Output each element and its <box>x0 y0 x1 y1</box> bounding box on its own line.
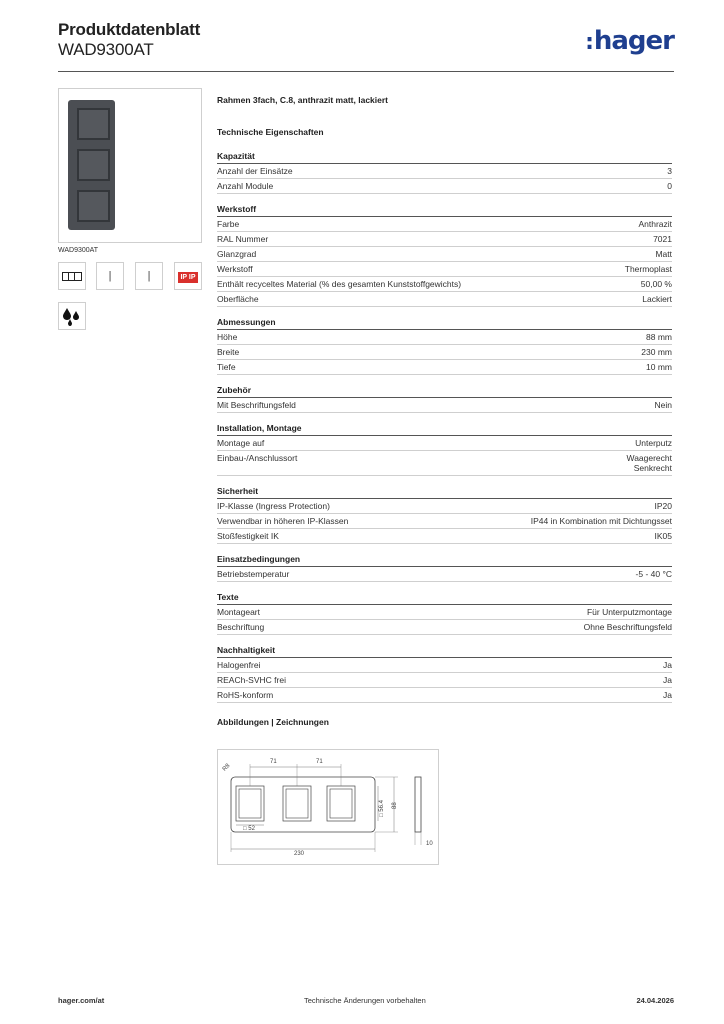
technical-drawing <box>217 749 439 865</box>
spec-value: Ja <box>663 675 672 685</box>
spec-row <box>217 514 672 529</box>
spec-row <box>217 179 672 194</box>
spec-row <box>217 345 672 360</box>
spec-value: IP20 <box>654 501 672 511</box>
spec-section <box>217 204 672 307</box>
dim-opening: □ 52 <box>243 826 255 832</box>
spec-value: Thermoplast <box>624 264 672 274</box>
spec-label: Oberfläche <box>217 294 259 304</box>
section-title: Kapazität <box>217 151 672 164</box>
spec-value: Nein <box>654 400 672 410</box>
spec-section <box>217 385 672 413</box>
spec-row <box>217 620 672 635</box>
spec-label: Montage auf <box>217 438 265 448</box>
spec-row <box>217 262 672 277</box>
specs-column <box>217 95 672 727</box>
feature-icons <box>58 262 200 342</box>
triple-frame-icon <box>58 262 86 290</box>
spec-label: Verwendbar in höheren IP-Klassen <box>217 516 349 526</box>
spec-row <box>217 217 672 232</box>
spec-label: Mit Beschriftungsfeld <box>217 400 296 410</box>
spec-value: Matt <box>655 249 672 259</box>
spec-row <box>217 451 672 476</box>
frame-illustration <box>68 100 115 230</box>
spec-label: IP-Klasse (Ingress Protection) <box>217 501 330 511</box>
header-divider <box>58 71 674 72</box>
logo-text: hager <box>593 26 674 56</box>
spec-row <box>217 330 672 345</box>
spec-label: Einbau-/Anschlussort <box>217 453 298 463</box>
dim-depth: 10 <box>426 841 433 847</box>
spec-value: 0 <box>667 181 672 191</box>
spec-label: Stoßfestigkeit IK <box>217 531 279 541</box>
vertical-mount-icon: | <box>96 262 124 290</box>
spec-section <box>217 151 672 194</box>
spec-row <box>217 529 672 544</box>
dim-radius: R8 <box>221 762 232 773</box>
dim-inner-square: □ 56.4 <box>379 800 385 817</box>
spec-value: Anthrazit <box>638 219 672 229</box>
dim-spacing-1: 71 <box>270 759 277 765</box>
spec-label: RoHS-konform <box>217 690 274 700</box>
page-header <box>58 20 674 70</box>
spec-row <box>217 673 672 688</box>
dim-width: 230 <box>294 851 305 857</box>
spec-label: Anzahl der Einsätze <box>217 166 293 176</box>
spec-value: IK05 <box>654 531 672 541</box>
spec-value: 10 mm <box>646 362 672 372</box>
spec-label: Halogenfrei <box>217 660 261 670</box>
spec-label: Farbe <box>217 219 240 229</box>
spec-row <box>217 567 672 582</box>
footer-date: 24.04.2026 <box>636 996 674 1005</box>
spec-row <box>217 247 672 262</box>
spec-label: Anzahl Module <box>217 181 274 191</box>
spec-label: REACh-SVHC frei <box>217 675 286 685</box>
spec-section <box>217 554 672 582</box>
vertical-mount-icon: | <box>135 262 163 290</box>
product-description: Rahmen 3fach, C.8, anthrazit matt, lackiert <box>217 95 388 105</box>
spec-label: Breite <box>217 347 240 357</box>
spec-row <box>217 658 672 673</box>
spec-sections <box>217 151 672 703</box>
spec-value: Für Unterputzmontage <box>586 607 672 617</box>
spec-value: Ja <box>663 690 672 700</box>
image-caption: WAD9300AT <box>58 247 99 254</box>
frame-slot <box>77 108 110 140</box>
spec-row <box>217 232 672 247</box>
doc-title: Produktdatenblatt <box>58 20 201 39</box>
hager-logo: :hager <box>585 26 674 56</box>
spec-label: Beschriftung <box>217 622 265 632</box>
section-title: Zubehör <box>217 385 672 398</box>
frame-slot <box>77 190 110 222</box>
spec-row <box>217 398 672 413</box>
section-title: Installation, Montage <box>217 423 672 436</box>
section-title: Texte <box>217 592 672 605</box>
spec-section <box>217 423 672 476</box>
spec-value: IP44 in Kombination mit Dichtungsset <box>530 516 672 526</box>
spec-label: RAL Nummer <box>217 234 269 244</box>
spec-value: Ohne Beschriftungsfeld <box>583 622 672 632</box>
spec-label: Enthält recyceltes Material (% des gesamten Kunststoffgewichts) <box>217 279 462 289</box>
spec-value: Unterputz <box>635 438 672 448</box>
spec-value: 50,00 % <box>640 279 672 289</box>
product-image <box>58 88 202 243</box>
section-title: Nachhaltigkeit <box>217 645 672 658</box>
section-title: Sicherheit <box>217 486 672 499</box>
spec-row <box>217 277 672 292</box>
spec-value: 88 mm <box>646 332 672 342</box>
spec-label: Glanzgrad <box>217 249 257 259</box>
section-title: Werkstoff <box>217 204 672 217</box>
spec-value: Ja <box>663 660 672 670</box>
spec-value: 3 <box>667 166 672 176</box>
spec-row <box>217 605 672 620</box>
spec-label: Betriebstemperatur <box>217 569 290 579</box>
footer-website[interactable]: hager.com/at <box>58 996 105 1005</box>
spec-value: 230 mm <box>641 347 672 357</box>
spec-row <box>217 688 672 703</box>
spec-label: Tiefe <box>217 362 236 372</box>
product-id: WAD9300AT <box>58 40 154 59</box>
water-drops-icon <box>58 302 86 330</box>
spec-label: Werkstoff <box>217 264 253 274</box>
spec-section <box>217 486 672 544</box>
spec-value: -5 - 40 °C <box>635 569 672 579</box>
spec-row <box>217 164 672 179</box>
section-title: Einsatzbedingungen <box>217 554 672 567</box>
spec-row <box>217 360 672 375</box>
dim-height: 88 <box>392 802 398 809</box>
spec-section <box>217 592 672 635</box>
spec-section <box>217 645 672 703</box>
spec-value: Waagerecht Senkrecht <box>626 453 672 473</box>
spec-value: Lackiert <box>642 294 672 304</box>
product-image-column <box>58 88 200 342</box>
footer-notice: Technische Änderungen vorbehalten <box>304 996 426 1005</box>
spec-label: Höhe <box>217 332 238 342</box>
spec-value: 7021 <box>653 234 672 244</box>
dim-spacing-2: 71 <box>316 759 323 765</box>
spec-section <box>217 317 672 375</box>
spec-label: Montageart <box>217 607 260 617</box>
frame-slot <box>77 149 110 181</box>
spec-row <box>217 499 672 514</box>
drawings-title: Abbildungen | Zeichnungen <box>217 717 329 727</box>
section-title: Abmessungen <box>217 317 672 330</box>
tech-properties-title: Technische Eigenschaften <box>217 127 324 137</box>
ip-rating-icon: IP IP <box>174 262 202 290</box>
spec-row <box>217 292 672 307</box>
spec-row <box>217 436 672 451</box>
